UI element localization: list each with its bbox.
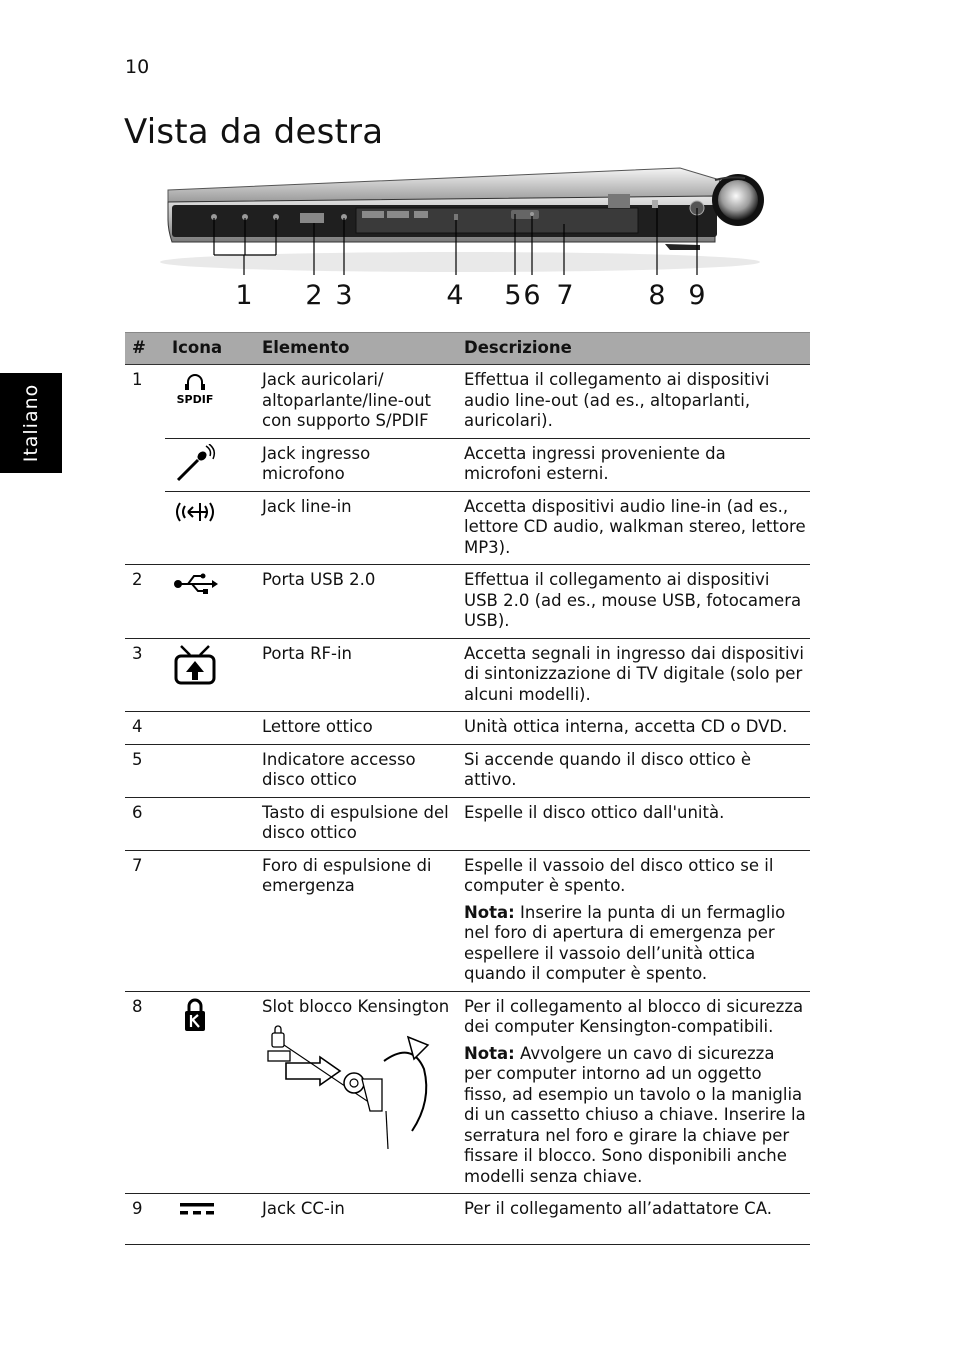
rf-in-icon xyxy=(172,644,218,686)
figure-callouts xyxy=(0,280,954,310)
row-desc-cell xyxy=(457,991,810,1194)
icon-cell xyxy=(165,744,255,797)
row-desc-cell xyxy=(457,850,810,991)
header-icon: Icona xyxy=(165,333,255,365)
row-item: Lettore ottico xyxy=(255,712,457,745)
table-row xyxy=(125,565,810,639)
row-desc: Si accende quando il disco ottico è attivo. xyxy=(457,744,810,797)
row-num: 4 xyxy=(125,712,165,745)
callout-9: 9 xyxy=(688,280,706,311)
icon-cell xyxy=(165,638,255,712)
icon-cell xyxy=(165,365,255,439)
note-label: Nota: xyxy=(464,1043,515,1063)
row-item: Indicatore accesso disco ottico xyxy=(255,744,457,797)
row-num: 5 xyxy=(125,744,165,797)
microphone-icon xyxy=(172,444,218,484)
callout-7: 7 xyxy=(556,280,574,311)
header-num: # xyxy=(125,333,165,365)
row-desc: Effettua il collegamento ai dispositivi audio line-out (ad es., altoparlanti, auricolari). xyxy=(464,370,770,430)
dc-in-icon xyxy=(172,1199,218,1219)
page-number: 10 xyxy=(125,56,150,78)
row-item-cell xyxy=(255,991,457,1194)
usb-icon xyxy=(172,570,218,596)
row-item: Porta USB 2.0 xyxy=(255,565,457,639)
row-item: Jack CC-in xyxy=(255,1194,457,1245)
note-label: Nota: xyxy=(464,902,515,922)
row-desc: Per il collegamento all’adattatore CA. xyxy=(457,1194,810,1245)
row-item: Foro di espulsione di emergenza xyxy=(255,850,457,991)
header-item: Elemento xyxy=(255,333,457,365)
kensington-lock-icon xyxy=(172,997,218,1033)
line-in-icon xyxy=(172,497,218,527)
language-tab xyxy=(0,373,62,473)
row-desc: Accetta segnali in ingresso dai dispositivi di sintonizzazione di TV digitale (solo per alcuni modelli). xyxy=(457,638,810,712)
callout-6: 6 xyxy=(523,280,541,311)
row-item: Jack line-in xyxy=(255,491,457,565)
row-num: 1 xyxy=(132,370,143,389)
icon-cell xyxy=(165,797,255,850)
icon-cell xyxy=(165,991,255,1194)
row-num: 8 xyxy=(125,991,165,1194)
note-text: Avvolgere un cavo di sicurezza per computer intorno ad un oggetto fisso, ad esempio un tavolo o la maniglia di un cassetto chiuso a chiave. Inserire la serratura nel foro e girare la chiave per fissare il blocco. Sono disponibili anche modelli senza chiave. xyxy=(464,1043,806,1186)
icon-cell xyxy=(165,565,255,639)
row-desc: Effettua il collegamento ai dispositivi USB 2.0 (ad es., mouse USB, fotocamera USB). xyxy=(457,565,810,639)
table-row xyxy=(125,438,810,491)
callout-3: 3 xyxy=(335,280,353,311)
icon-cell xyxy=(165,438,255,491)
table-header-row xyxy=(125,333,810,365)
callout-2: 2 xyxy=(305,280,323,311)
callout-1: 1 xyxy=(235,280,253,311)
callout-5: 5 xyxy=(504,280,522,311)
icon-cell xyxy=(165,1194,255,1245)
row-num: 3 xyxy=(125,638,165,712)
callout-4: 4 xyxy=(446,280,464,311)
icon-cell xyxy=(165,491,255,565)
note-text: Inserire la punta di un fermaglio nel foro di apertura di emergenza per espellere il vassoio dell’unità ottica quando il computer è spento. xyxy=(464,902,786,983)
table-row xyxy=(125,1194,810,1245)
table-row xyxy=(125,991,810,1194)
note xyxy=(464,1044,806,1188)
row-item: Jack ingresso microfono xyxy=(255,438,457,491)
row-item: Porta RF-in xyxy=(255,638,457,712)
headphones-spdif-icon xyxy=(172,370,218,406)
spdif-label: SPDIF xyxy=(176,393,214,406)
row-num: 6 xyxy=(125,797,165,850)
note xyxy=(464,903,806,985)
icon-cell xyxy=(165,712,255,745)
table-row xyxy=(125,797,810,850)
page-title: Vista da destra xyxy=(124,112,384,152)
row-num: 9 xyxy=(125,1194,165,1245)
row-desc: Accetta dispositivi audio line-in (ad es., lettore CD audio, walkman stereo, lettore MP3). xyxy=(457,491,810,565)
kensington-lock-illustration xyxy=(262,1021,434,1151)
table-row xyxy=(125,638,810,712)
table-row xyxy=(125,744,810,797)
language-tab-label: Italiano xyxy=(20,383,42,463)
icon-cell xyxy=(165,850,255,991)
row-desc: Espelle il vassoio del disco ottico se il computer è spento. xyxy=(464,855,774,895)
row-num xyxy=(125,491,165,565)
row-num: 2 xyxy=(125,565,165,639)
table-row xyxy=(125,850,810,991)
row-desc: Accetta ingressi proveniente da microfoni esterni. xyxy=(457,438,810,491)
row-desc: Per il collegamento al blocco di sicurezza dei computer Kensington-compatibili. xyxy=(464,996,804,1036)
table-row xyxy=(125,365,810,439)
callout-8: 8 xyxy=(648,280,666,311)
row-item: Tasto di espulsione del disco ottico xyxy=(255,797,457,850)
header-desc: Descrizione xyxy=(457,333,810,365)
ports-table xyxy=(125,332,810,1245)
table-row xyxy=(125,491,810,565)
row-num: 7 xyxy=(125,850,165,991)
row-desc: Espelle il disco ottico dall'unità. xyxy=(457,797,810,850)
row-item: Slot blocco Kensington xyxy=(262,996,450,1016)
row-desc: Unità ottica interna, accetta CD o DVD. xyxy=(457,712,810,745)
row-num xyxy=(125,438,165,491)
row-item: Jack auricolari/ altoparlante/line-out con supporto S/PDIF xyxy=(262,370,432,430)
table-row xyxy=(125,712,810,745)
